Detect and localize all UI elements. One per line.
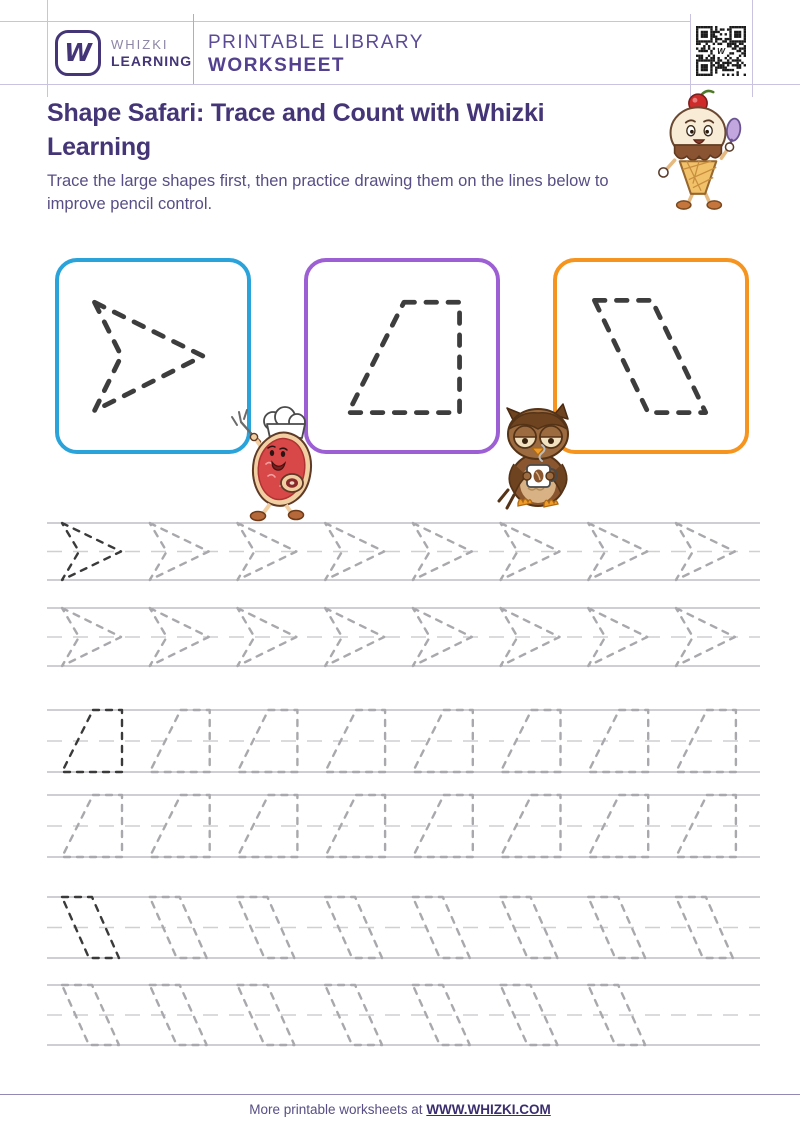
practice-row-parallelogram <box>47 983 760 1047</box>
qr-code <box>696 26 746 76</box>
arrowhead-trace-outline <box>59 262 247 450</box>
practice-row-arrowhead <box>47 606 760 668</box>
steak-chef-mascot <box>228 406 318 518</box>
owl-mascot <box>494 404 582 512</box>
crop-mark <box>0 84 800 85</box>
header-divider <box>193 14 194 84</box>
crop-mark <box>752 0 753 97</box>
page-title: Shape Safari: Trace and Count with Whizki Learning <box>47 99 545 161</box>
library-label: PRINTABLE LIBRARY <box>208 32 424 53</box>
right-trapezoid-trace-outline <box>308 262 496 450</box>
practice-row-parallelogram <box>47 895 760 960</box>
shape-card-parallelogram <box>553 258 749 454</box>
footer-text <box>0 1102 800 1117</box>
ice-cream-cone-icon <box>652 86 744 206</box>
practice-row-arrowhead <box>47 521 760 582</box>
footer-divider <box>0 1094 800 1095</box>
logo-letter: W <box>64 37 92 67</box>
footer-link[interactable]: WWW.WHIZKI.COM <box>426 1102 551 1117</box>
practice-row-right-trapezoid <box>47 793 760 859</box>
practice-row-right-trapezoid <box>47 708 760 774</box>
shape-cards <box>55 258 749 454</box>
footer-prefix: More printable worksheets at <box>249 1102 427 1117</box>
ice-cream-mascot <box>652 86 744 206</box>
instructions-text: Trace the large shapes first, then practice drawing them on the lines below to improve pencil control. <box>47 172 609 214</box>
doc-type-label: WORKSHEET <box>208 55 345 76</box>
shape-card-arrowhead <box>55 258 251 454</box>
svg-text:W: W <box>717 45 725 56</box>
sleepy-owl-icon <box>494 404 582 512</box>
crop-mark <box>690 14 691 97</box>
crop-mark <box>0 21 690 22</box>
whizki-logo-icon <box>55 30 101 76</box>
parallelogram-trace-outline <box>557 262 745 450</box>
brand-name-bottom: LEARNING <box>111 53 193 69</box>
steak-chef-icon <box>228 406 318 518</box>
shape-card-right-trapezoid <box>304 258 500 454</box>
brand-name-top: WHIZKI <box>111 37 169 52</box>
crop-mark <box>47 0 48 97</box>
